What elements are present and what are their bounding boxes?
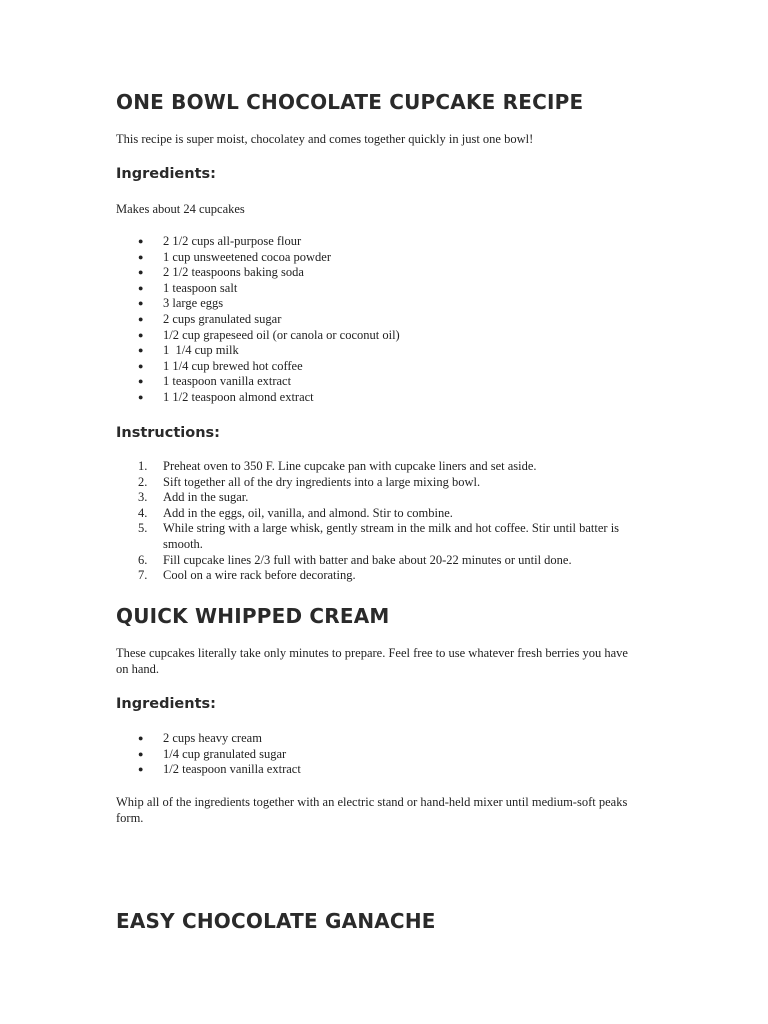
step-number: 2. [138,474,148,489]
list-item: ● 2 cups heavy cream [138,731,262,745]
cupcake-yield: Makes about 24 cupcakes [116,202,245,216]
bullet-icon: ● [138,376,144,387]
list-item: ● 1 teaspoon salt [138,280,238,295]
list-item: 3. Add in the sugar. [138,490,249,505]
whipped-cream-title: QUICK WHIPPED CREAM [116,604,390,628]
cupcake-instructions-heading: Instructions: [116,425,220,441]
whipped-method: Whip all of the ingredients together with an electric stand or hand-held mixer until medium-soft peaks form. [116,795,628,825]
bullet-icon: ● [138,345,144,356]
list-item: ● 1 1/4 cup milk [138,343,239,358]
step-number: 4. [138,505,148,520]
step-number: 6. [138,552,148,567]
list-item: ● 1/4 cup granulated sugar [138,746,287,761]
cupcake-intro: This recipe is super moist, chocolatey and comes together quickly in just one bowl! [116,132,534,146]
list-item: 4. Add in the eggs, oil, vanilla, and almond. Stir to combine. [138,505,453,520]
bullet-icon: ● [138,360,144,371]
step-number: 1. [138,459,148,473]
whipped-ingredients-heading: Ingredients: [116,696,216,712]
bullet-icon: ● [138,236,144,246]
list-item: ● 1 1/2 teaspoon almond extract [138,389,314,404]
bullet-icon: ● [138,391,144,402]
list-item: ● 2 cups granulated sugar [138,311,282,326]
cupcake-instructions-list [116,459,636,584]
whipped-cream-intro: These cupcakes literally take only minutes to prepare. Feel free to use whatever fresh berries you have on hand. [116,646,628,676]
list-item: ● 1 1/4 cup brewed hot coffee [138,358,303,373]
list-item: 7. Cool on a wire rack before decorating. [138,568,356,583]
bullet-icon: ● [138,251,144,262]
list-item: ● 1/2 teaspoon vanilla extract [138,762,301,777]
list-item: 2. Sift together all of the dry ingredients into a large mixing bowl. [138,474,481,489]
list-item: ● 2 1/2 teaspoons baking soda [138,265,304,280]
bullet-icon: ● [138,282,144,293]
cupcake-recipe-title: ONE BOWL CHOCOLATE CUPCAKE RECIPE [116,90,584,114]
bullet-icon: ● [138,313,144,324]
list-item: ● 1/2 cup grapeseed oil (or canola or coconut oil) [138,327,400,342]
ganache-title: EASY CHOCOLATE GANACHE [116,909,436,933]
list-item: 1. Preheat oven to 350 F. Line cupcake pan with cupcake liners and set aside. [138,459,537,473]
bullet-icon: ● [138,267,144,278]
whipped-ingredients-list [116,731,676,778]
step-number: 5. [138,521,148,536]
bullet-icon: ● [138,748,144,759]
step-number: 3. [138,490,148,505]
bullet-icon: ● [138,329,144,340]
cupcake-ingredients-list [116,234,676,406]
step-number: 7. [138,568,148,583]
bullet-icon: ● [138,764,144,775]
list-item: ● 1 cup unsweetened cocoa powder [138,249,331,264]
list-item: ● 2 1/2 cups all-purpose flour [138,234,302,248]
cupcake-ingredients-heading: Ingredients: [116,166,216,182]
list-item: 5. While string with a large whisk, gently stream in the milk and hot coffee. Stir until batter is smooth. [138,521,620,551]
bullet-icon: ● [138,298,144,309]
list-item: ● 3 large eggs [138,296,224,311]
list-item: ● 1 teaspoon vanilla extract [138,374,292,389]
bullet-icon: ● [138,733,144,743]
list-item: 6. Fill cupcake lines 2/3 full with batter and bake about 20-22 minutes or until done. [138,552,572,567]
